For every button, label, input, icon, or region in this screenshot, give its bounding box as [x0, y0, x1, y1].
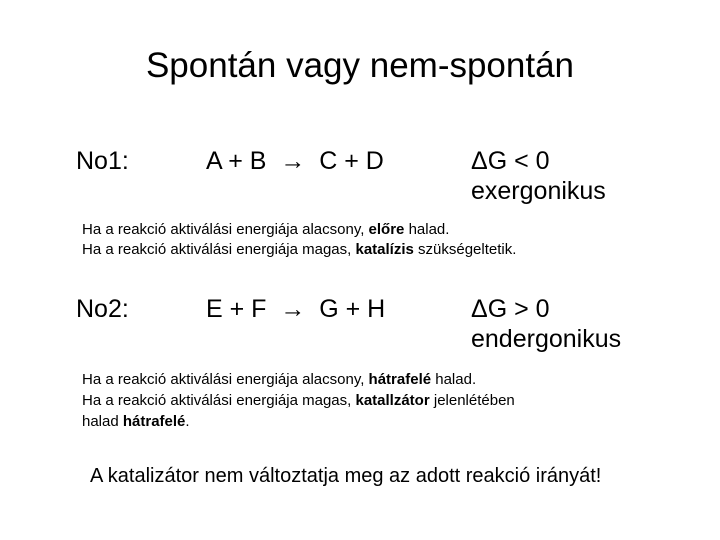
no2-line3 [82, 412, 190, 431]
no1-line1-bold: előre [368, 221, 405, 238]
no2-line2 [82, 391, 515, 410]
no1-label: No1: [76, 147, 129, 175]
no2-line3-post: . [185, 413, 190, 430]
no2-line3-pre: halad [82, 413, 123, 430]
no1-line2 [82, 240, 516, 259]
no2-label: No2: [76, 295, 129, 323]
page-title: Spontán vagy nem-spontán [145, 46, 575, 85]
no1-line1-pre: Ha a reakció aktiválási energiája alacsony, [82, 221, 369, 238]
no1-delta-g: ΔG < 0 [471, 147, 550, 175]
no2-line1-post: halad. [431, 371, 477, 388]
no1-line1-post: halad. [404, 221, 450, 238]
no2-type: endergonikus [471, 325, 622, 353]
no1-equation: A + B → C + D [206, 147, 384, 175]
footer-statement: A katalizátor nem változtatja meg az adott reakció irányát! [90, 465, 602, 487]
no2-line2-bold: katallzátor [355, 392, 430, 409]
no1-line2-bold: katalízis [355, 241, 414, 258]
no2-line2-pre: Ha a reakció aktiválási energiája magas, [82, 392, 356, 409]
no2-line2-post: jelenlétében [429, 392, 515, 409]
no2-delta-g: ΔG > 0 [471, 295, 550, 323]
no2-equation: E + F → G + H [206, 295, 386, 323]
no2-line1-bold: hátrafelé [368, 371, 432, 388]
no1-line2-post: szükségeltetik. [413, 241, 517, 258]
no2-line1-pre: Ha a reakció aktiválási energiája alacsony, [82, 371, 369, 388]
no1-type: exergonikus [471, 177, 606, 205]
no2-line1 [82, 370, 476, 389]
no2-line3-bold: hátrafelé [122, 413, 186, 430]
no1-line2-pre: Ha a reakció aktiválási energiája magas, [82, 241, 356, 258]
no1-line1 [82, 220, 449, 239]
